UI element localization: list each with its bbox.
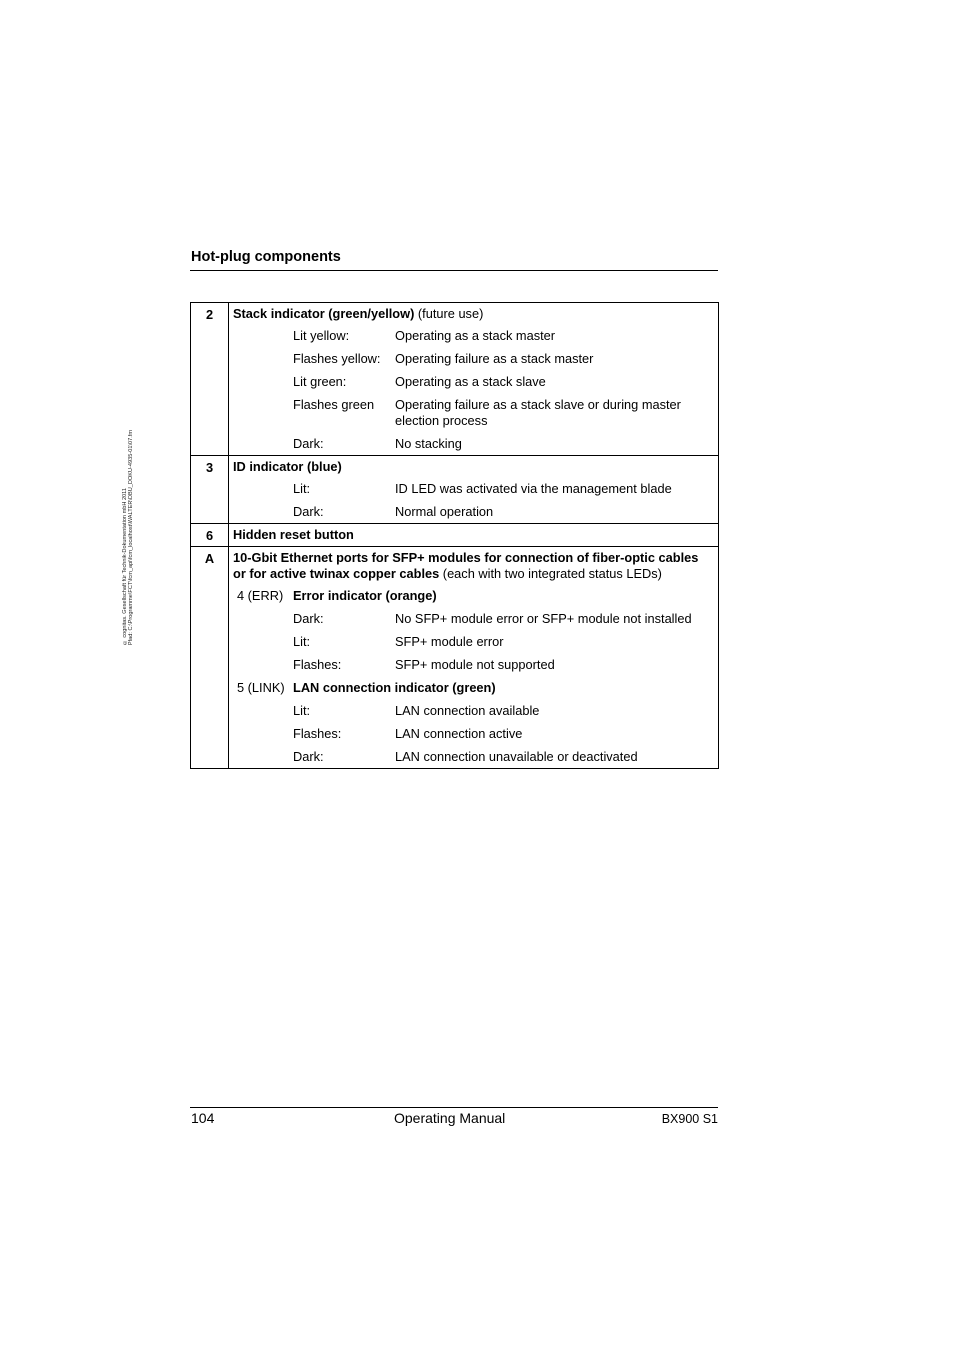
footer-title: Operating Manual: [394, 1110, 506, 1126]
row-heading: [233, 459, 712, 481]
file-path-note: Pfad: C:\Programme\FCT\fcm_api\fcm_localhost\WALTER\DBU_DOKU-4935-01\07.fm: [128, 429, 134, 645]
state-label: Flashes:: [293, 657, 342, 672]
row-heading: [233, 527, 712, 543]
row-title: ID indicator (blue): [233, 459, 342, 474]
row-heading: [233, 550, 712, 588]
state-description: LAN connection active: [395, 726, 523, 741]
row-title: Hidden reset button: [233, 527, 354, 542]
state-label: Dark:: [293, 611, 324, 626]
indicator-state: [233, 397, 712, 436]
state-label: Dark:: [293, 504, 324, 519]
sub-indicator-code: 4 (ERR): [237, 588, 284, 603]
sub-indicator-title: Error indicator (orange): [293, 588, 437, 603]
row-content: [229, 547, 719, 769]
row-number: A: [191, 547, 229, 769]
state-description: Operating failure as a stack master: [395, 351, 594, 366]
indicator-state: [233, 481, 712, 504]
row-number: 6: [191, 524, 229, 547]
indicator-state: [233, 749, 712, 765]
row-number: 2: [191, 303, 229, 456]
state-label: Lit:: [293, 703, 311, 718]
state-description: SFP+ module error: [395, 634, 504, 649]
sub-indicator-title: LAN connection indicator (green): [293, 680, 496, 695]
section-title: Hot-plug components: [191, 249, 341, 265]
state-label: Dark:: [293, 749, 324, 764]
indicator-state: [233, 504, 712, 520]
state-label: Dark:: [293, 436, 324, 451]
state-label: Lit green:: [293, 374, 347, 389]
state-label: Flashes:: [293, 726, 342, 741]
row-content: [229, 524, 719, 547]
row-content: [229, 456, 719, 524]
sub-indicator-heading: [233, 588, 712, 611]
margin-note: [122, 240, 134, 645]
state-description: Operating failure as a stack slave or during master election process: [395, 397, 681, 428]
state-description: LAN connection available: [395, 703, 540, 718]
state-label: Flashes green: [293, 397, 375, 412]
table-row: [191, 547, 719, 769]
copyright-note: © cognitas. Gesellschaft für Technik-Dokumentation mbH 2011: [122, 487, 128, 645]
page-number: 104: [191, 1110, 215, 1126]
row-title-suffix: (each with two integrated status LEDs): [439, 566, 662, 581]
state-description: No stacking: [395, 436, 462, 451]
state-description: Operating as a stack slave: [395, 374, 546, 389]
indicator-state: [233, 611, 712, 634]
indicator-state: [233, 726, 712, 749]
indicator-state: [233, 634, 712, 657]
state-description: ID LED was activated via the management blade: [395, 481, 672, 496]
row-number: 3: [191, 456, 229, 524]
indicator-state: [233, 374, 712, 397]
state-description: LAN connection unavailable or deactivated: [395, 749, 638, 764]
sub-indicator-heading: [233, 680, 712, 703]
row-content: [229, 303, 719, 456]
table-row: [191, 303, 719, 456]
header-rule: [190, 270, 718, 271]
table-row: [191, 524, 719, 547]
table-row: [191, 456, 719, 524]
state-label: Lit:: [293, 634, 311, 649]
indicator-state: [233, 657, 712, 680]
indicator-state: [233, 351, 712, 374]
state-description: Operating as a stack master: [395, 328, 556, 343]
state-label: Flashes yellow:: [293, 351, 381, 366]
state-description: Normal operation: [395, 504, 494, 519]
indicator-state: [233, 328, 712, 351]
indicator-state: [233, 703, 712, 726]
footer-model: BX900 S1: [661, 1112, 718, 1126]
row-heading: [233, 306, 712, 328]
sub-indicator-code: 5 (LINK): [237, 680, 285, 695]
row-title-suffix: (future use): [414, 306, 484, 321]
state-label: Lit:: [293, 481, 311, 496]
state-description: SFP+ module not supported: [395, 657, 555, 672]
state-description: No SFP+ module error or SFP+ module not installed: [395, 611, 692, 626]
indicator-state: [233, 436, 712, 452]
row-title: Stack indicator (green/yellow): [233, 306, 415, 321]
indicator-table: [190, 302, 719, 769]
footer-rule: [190, 1107, 718, 1108]
row-title: 10-Gbit Ethernet ports for SFP+ modules for connection of fiber-optic cables or for active twinax copper cables: [233, 550, 699, 581]
state-label: Lit yellow:: [293, 328, 350, 343]
